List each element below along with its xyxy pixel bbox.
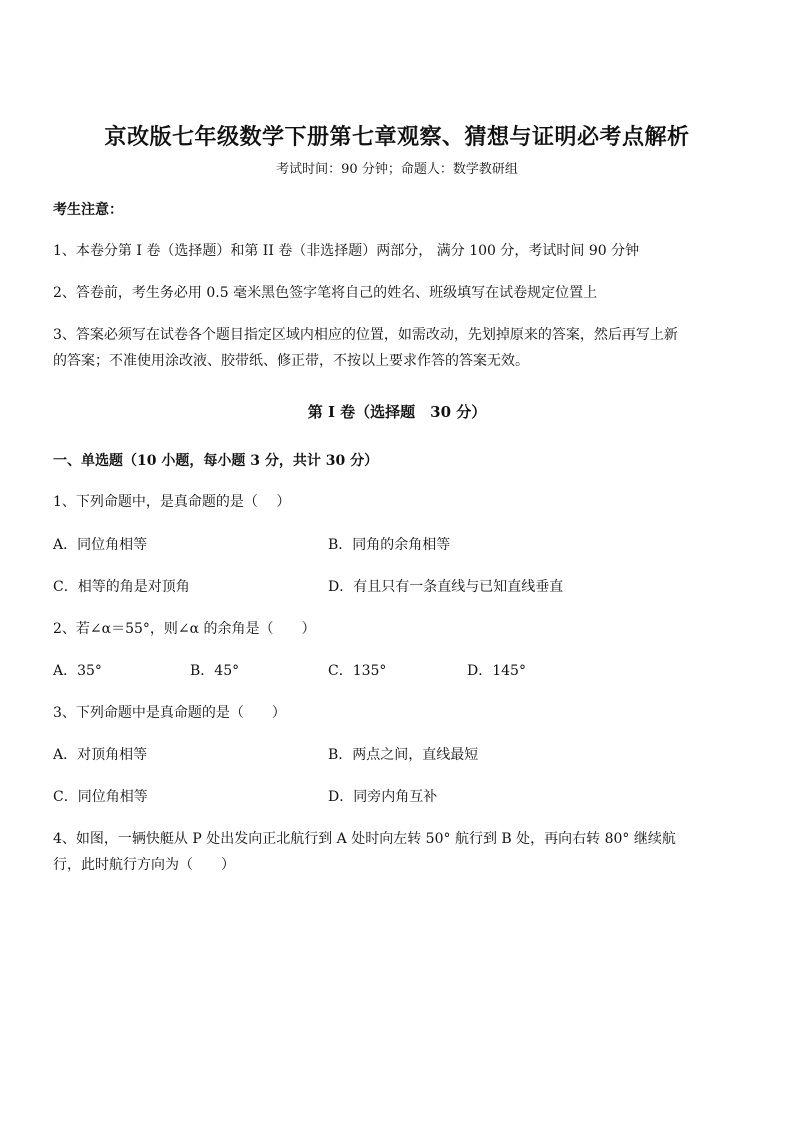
question-3-option-b: B．两点之间，直线最短 bbox=[328, 747, 479, 763]
question-1-stem: 1、下列命题中，是真命题的是（ ） bbox=[53, 494, 291, 510]
page-title: 京改版七年级数学下册第七章观察、猜想与证明必考点解析 bbox=[104, 124, 690, 150]
question-2-stem: 2、若∠α＝55°，则∠α 的余角是（ ） bbox=[53, 621, 316, 637]
question-1-option-a: A．同位角相等 bbox=[53, 537, 148, 553]
question-3-option-d: D．同旁内角互补 bbox=[328, 789, 438, 805]
section-title: 第 I 卷（选择题 30 分） bbox=[307, 403, 487, 421]
part-heading: 一、单选题（10 小题，每小题 3 分，共计 30 分） bbox=[53, 453, 379, 469]
question-3-option-a: A．对顶角相等 bbox=[53, 747, 148, 763]
notice-item-3-line-1: 3、答案必须写在试卷各个题目指定区域内相应的位置，如需改动，先划掉原来的答案，然后再写上新 bbox=[53, 327, 678, 343]
notice-item-1: 1、本卷分第 I 卷（选择题）和第 II 卷（非选择题）两部分， 满分 100 分，考试时间 90 分钟 bbox=[53, 243, 640, 259]
question-1-option-b: B．同角的余角相等 bbox=[328, 537, 451, 553]
question-4-stem-line-1: 4、如图，一辆快艇从 P 处出发向正北航行到 A 处时向左转 50° 航行到 B 处，再向右转 80° 继续航 bbox=[53, 831, 676, 847]
notice-item-2: 2、答卷前，考生务必用 0.5 毫米黑色签字笔将自己的姓名、班级填写在试卷规定位置上 bbox=[53, 285, 598, 301]
question-2-option-a: A．35° bbox=[53, 663, 102, 679]
question-3-stem: 3、下列命题中是真命题的是（ ） bbox=[53, 705, 286, 721]
question-3-option-c: C．同位角相等 bbox=[53, 789, 148, 805]
question-2-option-b: B．45° bbox=[190, 663, 240, 679]
question-1-option-c: C．相等的角是对顶角 bbox=[53, 579, 190, 595]
notice-item-3-line-2: 的答案；不准使用涂改液、胶带纸、修正带，不按以上要求作答的答案无效。 bbox=[53, 353, 529, 369]
question-4-stem-line-2: 行，此时航行方向为（ ） bbox=[53, 857, 235, 873]
question-2-option-d: D．145° bbox=[467, 663, 526, 679]
notice-heading: 考生注意： bbox=[53, 202, 123, 218]
exam-info: 考试时间：90 分钟；命题人：数学教研组 bbox=[276, 162, 518, 177]
question-1-option-d: D．有且只有一条直线与已知直线垂直 bbox=[328, 579, 564, 595]
question-2-option-c: C．135° bbox=[328, 663, 387, 679]
